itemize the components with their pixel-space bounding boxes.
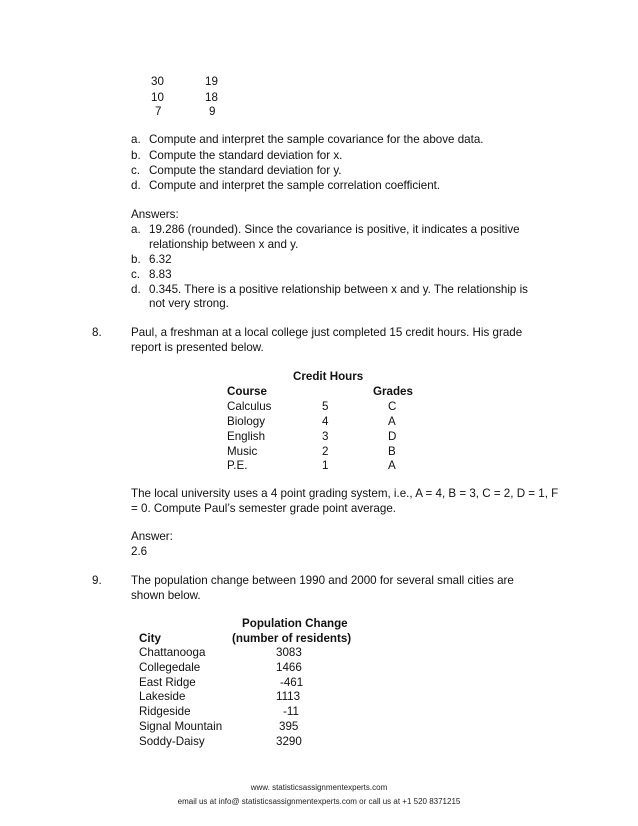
- city-cell: Chattanooga: [139, 646, 206, 659]
- question-text: Paul, a freshman at a local college just completed 15 credit hours. His grade: [131, 326, 523, 339]
- col-grades-header: Grades: [373, 385, 413, 398]
- question-text: report is presented below.: [131, 341, 264, 354]
- city-cell: Collegedale: [139, 661, 201, 674]
- city-cell: East Ridge: [139, 676, 196, 689]
- question-text: shown below.: [131, 589, 201, 602]
- table-super-header: Credit Hours: [293, 370, 364, 383]
- y-value: 18: [205, 91, 218, 104]
- x-value: 30: [151, 75, 164, 88]
- course-cell: Biology: [227, 415, 266, 428]
- answer-text: relationship between x and y.: [149, 238, 299, 251]
- question-number: 9.: [92, 574, 102, 587]
- part-letter: c.: [131, 164, 141, 177]
- part-text: Compute the standard deviation for y.: [149, 164, 342, 177]
- body-text: The local university uses a 4 point grading system, i.e., A = 4, B = 3, C = 2, D = 1, F: [131, 487, 559, 500]
- answer-letter: c.: [131, 268, 141, 281]
- answer-value: 2.6: [131, 545, 148, 558]
- part-letter: d.: [131, 179, 141, 192]
- change-cell: -461: [280, 676, 304, 689]
- city-cell: Signal Mountain: [139, 720, 223, 733]
- pop-change-subheader: (number of residents): [232, 632, 352, 645]
- part-text: Compute and interpret the sample correlation coefficient.: [149, 179, 441, 192]
- answer-text: 19.286 (rounded). Since the covariance is positive, it indicates a positive: [149, 223, 520, 236]
- footer-contact: email us at info@ statisticsassignmentexperts.com or call us at +1 520 8371215: [177, 797, 461, 806]
- y-value: 9: [209, 105, 216, 118]
- col-course-header: Course: [227, 385, 267, 398]
- grade-cell: B: [388, 445, 396, 458]
- grade-cell: A: [388, 459, 396, 472]
- part-letter: b.: [131, 149, 141, 162]
- change-cell: 1113: [276, 690, 301, 703]
- city-header: City: [139, 632, 161, 645]
- course-cell: P.E.: [227, 459, 248, 472]
- question-number: 8.: [92, 326, 102, 339]
- hours-cell: 4: [322, 415, 329, 428]
- x-value: 7: [155, 105, 162, 118]
- answers-label: Answers:: [131, 208, 179, 221]
- answer-text: 0.345. There is a positive relationship between x and y. The relationship is: [149, 283, 528, 296]
- change-cell: 3083: [276, 646, 302, 659]
- hours-cell: 5: [322, 400, 329, 413]
- grade-cell: C: [388, 400, 397, 413]
- answer-text: 6.32: [149, 253, 172, 266]
- course-cell: Calculus: [227, 400, 272, 413]
- change-cell: 1466: [276, 661, 302, 674]
- part-letter: a.: [131, 133, 141, 146]
- change-cell: 395: [279, 720, 299, 733]
- answer-letter: b.: [131, 253, 141, 266]
- city-cell: Ridgeside: [139, 705, 191, 718]
- question-text: The population change between 1990 and 2000 for several small cities are: [131, 574, 514, 587]
- course-cell: Music: [227, 445, 258, 458]
- hours-cell: 2: [322, 445, 329, 458]
- footer-website: www. statisticsassignmentexperts.com: [250, 783, 388, 792]
- course-cell: English: [227, 430, 266, 443]
- y-value: 19: [205, 75, 218, 88]
- grade-cell: A: [388, 415, 396, 428]
- answer-letter: a.: [131, 223, 141, 236]
- x-value: 10: [151, 91, 164, 104]
- part-text: Compute the standard deviation for x.: [149, 149, 343, 162]
- answer-text: not very strong.: [149, 297, 229, 310]
- hours-cell: 1: [322, 459, 329, 472]
- hours-cell: 3: [322, 430, 329, 443]
- answer-label: Answer:: [131, 530, 173, 543]
- answer-text: 8.83: [149, 268, 172, 281]
- part-text: Compute and interpret the sample covariance for the above data.: [149, 133, 484, 146]
- grade-cell: D: [388, 430, 397, 443]
- change-cell: -11: [283, 705, 299, 718]
- body-text: = 0. Compute Paul’s semester grade point average.: [131, 502, 396, 515]
- city-cell: Soddy-Daisy: [139, 735, 205, 748]
- answer-letter: d.: [131, 283, 141, 296]
- city-cell: Lakeside: [139, 690, 186, 703]
- pop-change-header: Population Change: [242, 617, 348, 630]
- change-cell: 3290: [276, 735, 302, 748]
